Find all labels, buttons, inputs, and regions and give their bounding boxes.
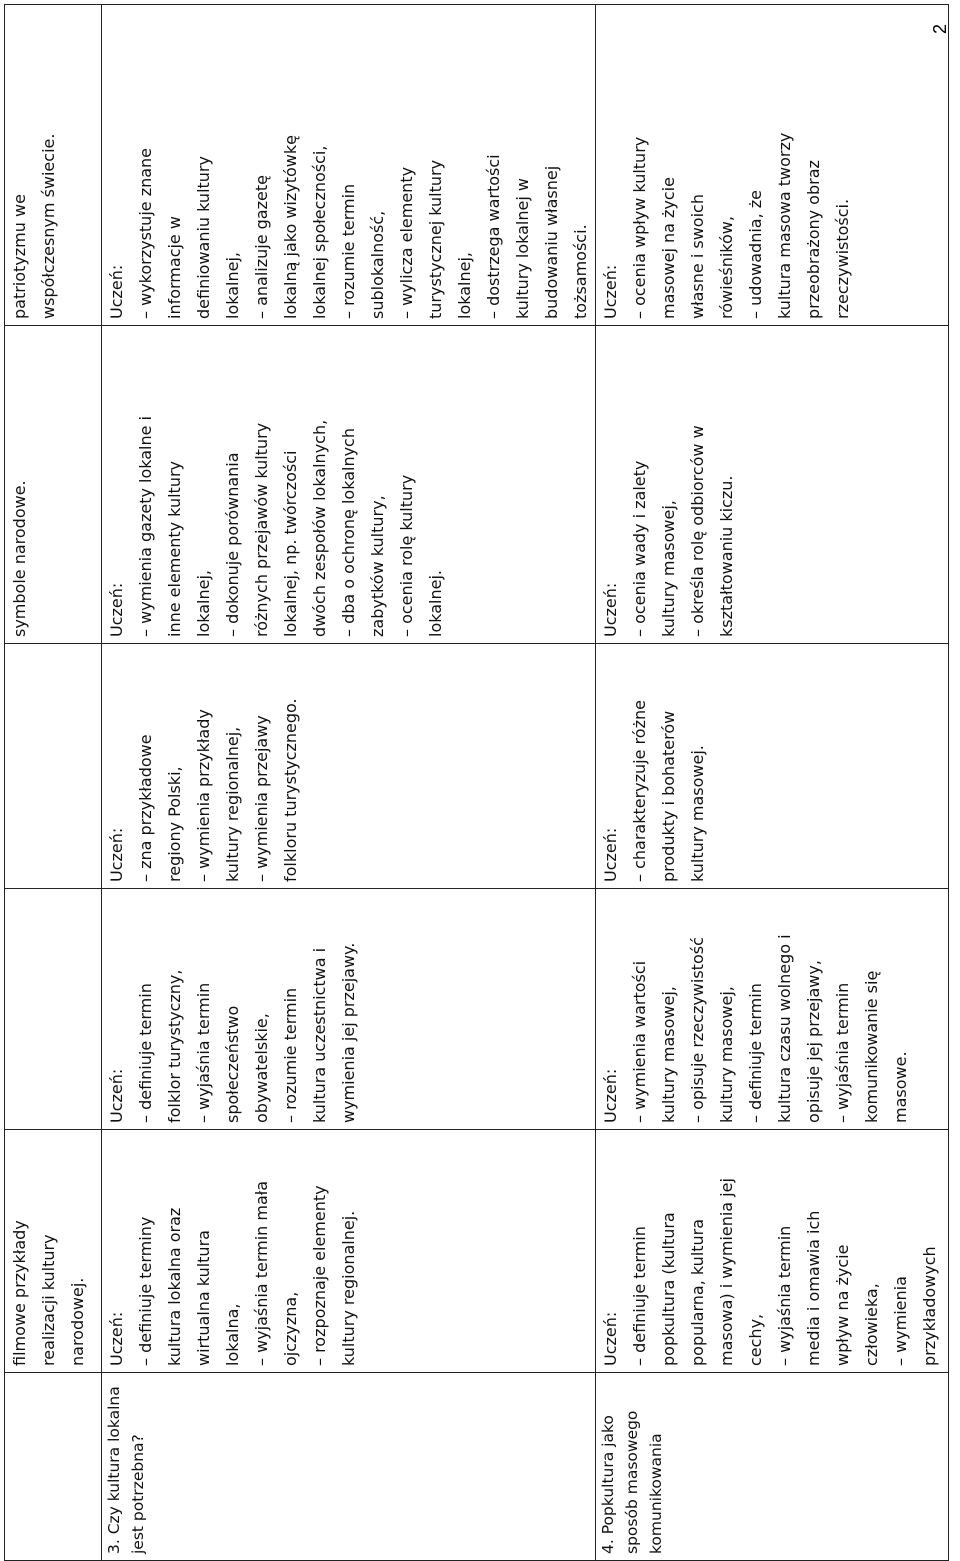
table-row [102,5,596,1561]
cell-line: Uczeń: [601,582,620,637]
grade-3-cell [596,889,949,1130]
cell-line: kultury masowej, [659,500,678,637]
grade-4-cell [596,644,949,889]
grade-3-cell [5,889,102,1130]
cell-line: informacje w [165,216,184,319]
grade-2-cell [596,1130,949,1373]
cell-line: tożsamości. [571,224,590,319]
cell-line: lokalnej, [455,252,474,319]
cell-line: wymienia jej przejawy. [339,942,358,1123]
grade-5-cell [102,326,596,644]
topic-line: komunikowania [647,1433,665,1554]
cell-line: – definiuje termin [136,983,155,1123]
cell-line: masowa) i wymienia jej [717,1178,736,1366]
cell-line: lokalnej, np. twórczości [281,450,300,637]
cell-line: Uczeń: [601,827,620,882]
cell-line: Uczeń: [107,827,126,882]
cell-line: – rozpoznaje elementy [310,1185,329,1366]
cell-line: komunikowanie się [862,970,881,1123]
cell-line: – opisuje rzeczywistość [688,937,707,1123]
cell-line: Uczeń: [601,1311,620,1366]
cell-line: lokalnej. [426,570,445,637]
cell-line: turystycznej kultury [426,159,445,319]
cell-line: ojczyzna, [281,1291,300,1366]
cell-line: kultury masowej, [659,986,678,1123]
cell-line: symbole narodowe. [10,480,29,637]
cell-line: opisuje jej przejawy, [804,960,823,1123]
cell-line: popularna, kultura [688,1218,707,1366]
cell-line: kultury lokalnej w [513,178,532,319]
grade-2-cell [102,1130,596,1373]
cell-line: – wymienia przejawy [252,715,271,882]
cell-line: masowej na życie [659,177,678,319]
cell-line: produkty i bohaterów [659,710,678,882]
cell-line: – analizuje gazetę [252,175,271,319]
cell-line: – definiuje termin [630,1226,649,1366]
cell-line: kultura uczestnictwa i [310,947,329,1123]
cell-line: kultury regionalnej. [339,1210,358,1366]
cell-line: Uczeń: [107,264,126,319]
cell-line: kultury regionalnej, [223,726,242,882]
cell-line: – rozumie termin [281,987,300,1123]
cell-line: Uczeń: [107,1311,126,1366]
topic-line: sposób masowego [623,1410,641,1554]
cell-line: – wyjaśnia termin [775,1225,794,1366]
topic-line: 4. Popkultura jako [599,1415,617,1554]
grade-6-cell [102,5,596,326]
cell-line: kultury masowej. [688,745,707,882]
grade-5-cell [596,326,949,644]
cell-line: wirtualna kultura [194,1230,213,1366]
cell-line: przeobrażony obraz [804,160,823,319]
cell-line: kultury masowej, [717,986,736,1123]
cell-line: kształtowaniu kiczu. [717,475,736,637]
cell-line: – definiuje terminy [136,1216,155,1366]
grade-6-cell [5,5,102,326]
cell-line: lokalna, [223,1303,242,1366]
cell-line: – wymienia [891,1276,910,1366]
grade-5-cell [5,326,102,644]
cell-line: sublokalność, [368,210,387,319]
cell-line: – udowadnia, że [746,189,765,319]
cell-line: masowe. [891,1051,910,1123]
cell-line: – wyjaśnia termin mała [252,1180,271,1366]
cell-line: inne elementy kultury [165,460,184,637]
cell-line: – wykorzystuje znane [136,147,155,319]
cell-line: – określa rolę odbiorców w [688,425,707,637]
cell-line: regiony Polski, [165,766,184,882]
cell-line: dwóch zespołów lokalnych, [310,419,329,637]
cell-line: obywatelskie, [252,1013,271,1123]
page-number: 2 [930,23,950,34]
cell-line: Uczeń: [107,582,126,637]
grade-4-cell [102,644,596,889]
cell-line: – dba o ochronę lokalnych [339,428,358,637]
cell-line: – wymienia gazety lokalne i [136,415,155,637]
cell-line: zabytków kultury, [368,495,387,637]
cell-line: rzeczywistości. [833,198,852,319]
cell-line: budowaniu własnej [542,165,561,319]
cell-line: folkloru turystycznego. [281,698,300,882]
cell-line: – definiuje termin [746,983,765,1123]
cell-line: własne i swoich [688,194,707,319]
cell-line: – rozumie termin [339,183,358,319]
cell-line: lokalnej społeczności, [310,145,329,319]
table-row [596,5,949,1561]
topic-line: jest potrzebna? [129,1434,147,1554]
cell-line: współczesnym świecie. [39,133,58,319]
grade-2-cell [5,1130,102,1373]
cell-line: społeczeństwo [223,1005,242,1123]
cell-line: definiowaniu kultury [194,156,213,319]
grade-4-cell [5,644,102,889]
cell-line: lokalną jako wizytówkę [281,135,300,319]
cell-line: – wymienia wartości [630,960,649,1123]
cell-line: Uczeń: [107,1068,126,1123]
grade-6-cell [596,5,949,326]
cell-line: – zna przykładowe [136,734,155,882]
cell-line: Uczeń: [601,264,620,319]
cell-line: kultura czasu wolnego i [775,934,794,1123]
topic-cell [596,1373,949,1561]
cell-line: rówieśników, [717,216,736,319]
cell-line: popkultura (kultura [659,1212,678,1366]
topic-cell [5,1373,102,1561]
topic-line: 3. Czy kultura lokalna [105,1386,123,1554]
cell-line: media i omawia ich [804,1210,823,1366]
cell-line: – wylicza elementy [397,166,416,319]
cell-line: wpływ na życie [833,1244,852,1366]
cell-line: Uczeń: [601,1068,620,1123]
cell-line: filmowe przykłady [10,1220,29,1366]
cell-line: – wyjaśnia termin [833,982,852,1123]
cell-line: różnych przejawów kultury [252,422,271,637]
cell-line: – charakteryzuje różne [630,700,649,882]
cell-line: lokalnej, [194,570,213,637]
cell-line: kultura lokalna oraz [165,1207,184,1366]
cell-line: cechy, [746,1313,765,1366]
cell-line: – ocenia wady i zalety [630,460,649,637]
cell-line: przykładowych [920,1246,939,1366]
grade-3-cell [102,889,596,1130]
cell-line: kultura masowa tworzy [775,132,794,319]
cell-line: – dokonuje porównania [223,452,242,637]
cell-line: człowieka, [862,1283,881,1366]
curriculum-table [4,4,949,1561]
table-row [5,5,102,1561]
cell-line: – ocenia rolę kultury [397,474,416,637]
cell-line: realizacji kultury [39,1234,58,1366]
cell-line: – wyjaśnia termin [194,982,213,1123]
cell-line: – wymienia przykłady [194,709,213,882]
cell-line: narodowej. [68,1277,87,1366]
cell-line: lokalnej, [223,252,242,319]
topic-cell [102,1373,596,1561]
cell-line: patriotyzmu we [10,194,29,319]
cell-line: – ocenia wpływ kultury [630,136,649,319]
cell-line: folklor turystyczny, [165,969,184,1123]
cell-line: – dostrzega wartości [484,154,503,319]
